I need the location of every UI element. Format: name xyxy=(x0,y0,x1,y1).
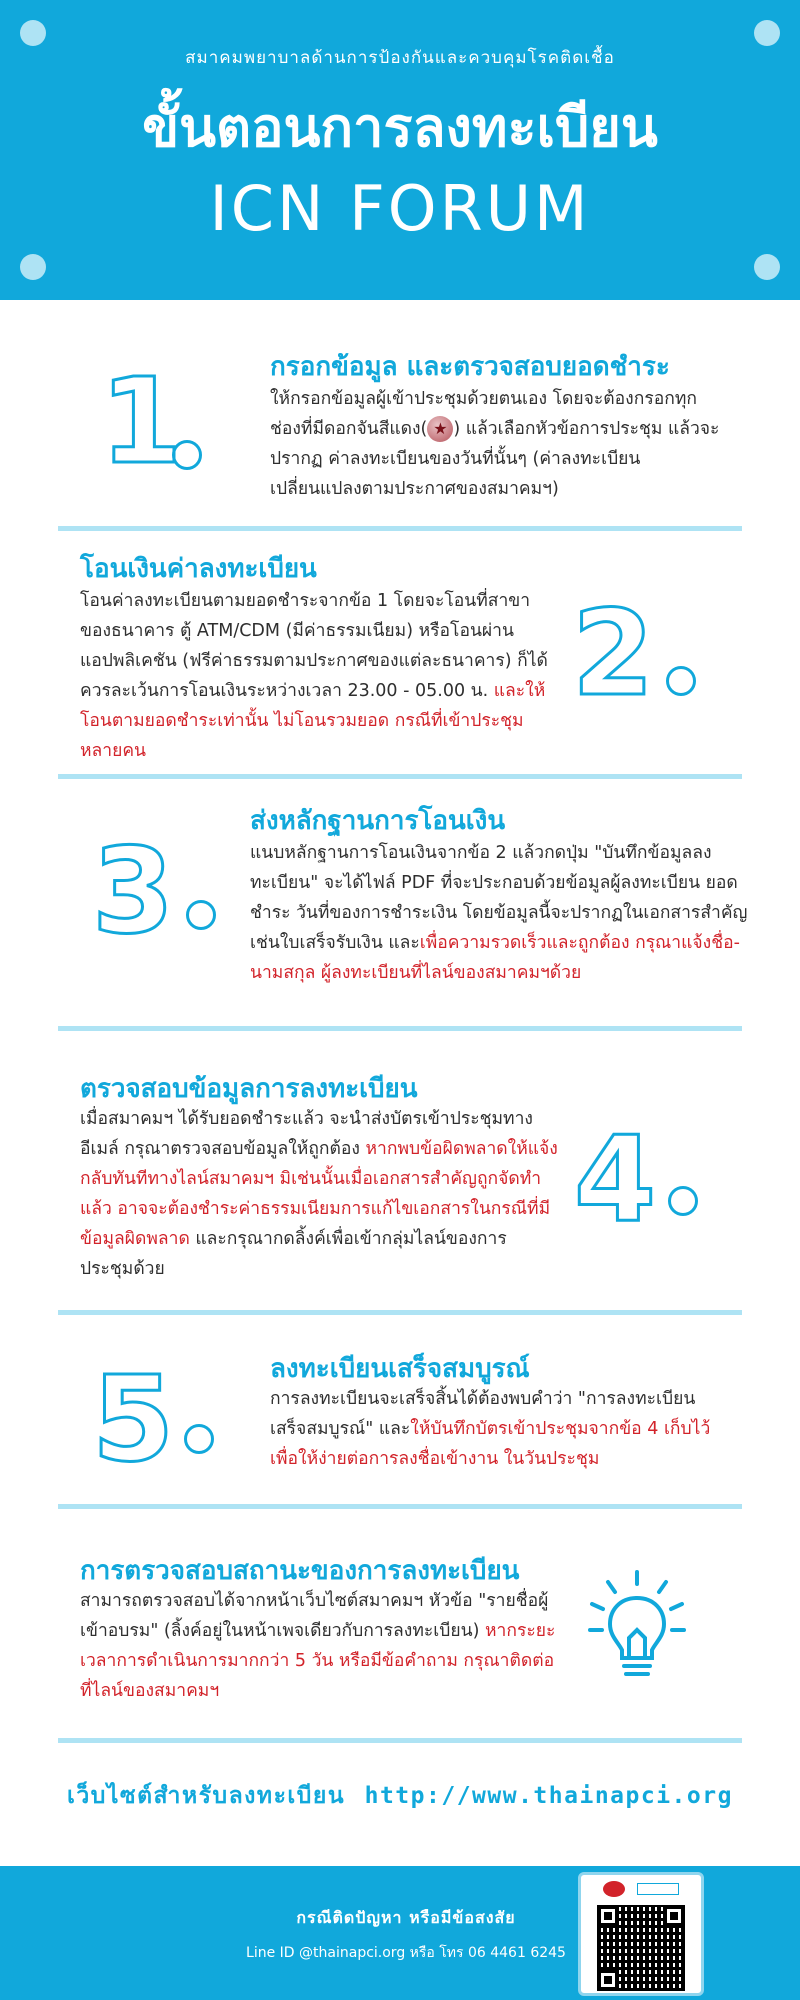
decor-dot xyxy=(754,20,780,46)
page-title-thai: ขั้นตอนการลงทะเบียน xyxy=(142,96,658,159)
red-asterisk-star-icon: ★ xyxy=(427,416,453,442)
step-number-3: 3 xyxy=(92,822,175,960)
header-banner xyxy=(0,0,800,300)
qr-code-icon[interactable] xyxy=(597,1905,685,1991)
section-divider xyxy=(58,1504,742,1509)
contact-title: กรณีติดปัญหา หรือมีข้อสงสัย xyxy=(296,1908,516,1927)
website-line xyxy=(0,1778,800,1814)
step-title: ตรวจสอบข้อมูลการลงทะเบียน xyxy=(80,1074,418,1104)
contact-info: Line ID @thainapci.org หรือ โทร 06 4461 6245 xyxy=(246,1945,566,1961)
step-description: โอนค่าลงทะเบียนตามยอดชำระจากข้อ 1 โดยจะโอนที่สาขาของธนาคาร ตู้ ATM/CDM (มีค่าธรรมเนียม) หรือโอนผ่านแอปพลิเคชัน (ฟรีค่าธรรมตามประกาศของแต่ละธนาคาร) ก็ได้ ควรละเว้นการโอนเงินระหว่างเวลา 23.00 - 05.00 น. และให้โอนตามยอดชำระเท่านั้น ไม่โอนรวมยอด กรณีที่เข้าประชุมหลายคน xyxy=(80,591,548,761)
decor-dot xyxy=(20,254,46,280)
step-description: แนบหลักฐานการโอนเงินจากข้อ 2 แล้วกดปุ่ม "บันทึกข้อมูลลงทะเบียน" จะได้ไฟล์ PDF ที่จะประกอบด้วยข้อมูลผู้ลงทะเบียน ยอดชำระ วันที่ของการชำระเงิน โดยข้อมูลนี้จะปรากฏในเอกสารสำคัญเช่นใบเสร็จรับเงิน และเพื่อความรวดเร็วและถูกต้อง กรุณาแจ้งชื่อ-นามสกุล ผู้ลงทะเบียนที่ไลน์ของสมาคมฯด้วย xyxy=(250,843,748,983)
qr-finder-icon xyxy=(597,1905,619,1927)
step-title: ลงทะเบียนเสร็จสมบูรณ์ xyxy=(270,1354,530,1384)
step-title: ส่งหลักฐานการโอนเงิน xyxy=(250,806,506,836)
step-number-2: 2 xyxy=(572,584,655,722)
qr-code-card[interactable] xyxy=(578,1872,704,1996)
decor-dot xyxy=(20,20,46,46)
association-logo-icon xyxy=(603,1881,625,1897)
step-title: กรอกข้อมูล และตรวจสอบยอดชำระ xyxy=(270,352,670,382)
line-tag-icon xyxy=(637,1883,679,1895)
step-number-1: 1 xyxy=(100,352,183,490)
status-check-title: การตรวจสอบสถานะของการลงทะเบียน xyxy=(80,1556,520,1586)
step-number-dot xyxy=(668,1186,698,1216)
step-description: เมื่อสมาคมฯ ได้รับยอดชำระแล้ว จะนำส่งบัตรเข้าประชุมทางอีเมล์ กรุณาตรวจสอบข้อมูลให้ถูกต้อง หากพบข้อผิดพลาดให้แจ้งกลับทันทีทางไลน์สมาคมฯ มิเช่นนั้นเมื่อเอกสารสำคัญถูกจัดทำแล้ว อาจจะต้องชำระค่าธรรมเนียมการแก้ไขเอกสารในกรณีที่มีข้อมูลผิดพลาด และกรุณากดลิ้งค์เพื่อเข้ากลุ่มไลน์ของการประชุมด้วย xyxy=(80,1109,558,1279)
step-number-4: 4 xyxy=(574,1110,657,1248)
step-number-dot xyxy=(186,900,216,930)
step-number-dot xyxy=(172,440,202,470)
section-divider xyxy=(58,774,742,779)
lightbulb-icon xyxy=(586,1568,688,1686)
section-divider xyxy=(58,1310,742,1315)
step-description: การลงทะเบียนจะเสร็จสิ้นได้ต้องพบคำว่า "การลงทะเบียนเสร็จสมบูรณ์" และให้บันทึกบัตรเข้าประชุมจากข้อ 4 เก็บไว้เพื่อให้ง่ายต่อการลงชื่อเข้างาน ในวันประชุม xyxy=(270,1389,711,1469)
page-title-english: ICN FORUM xyxy=(209,172,591,245)
section-divider xyxy=(58,1026,742,1031)
step-number-5: 5 xyxy=(92,1350,175,1488)
website-label: เว็บไซต์สำหรับลงทะเบียน xyxy=(67,1783,346,1809)
organization-name: สมาคมพยาบาลด้านการป้องกันและควบคุมโรคติดเชื้อ xyxy=(185,48,615,68)
qr-finder-icon xyxy=(663,1905,685,1927)
decor-dot xyxy=(754,254,780,280)
step-number-dot xyxy=(184,1424,214,1454)
step-title: โอนเงินค่าลงทะเบียน xyxy=(80,554,317,584)
section-divider xyxy=(58,526,742,531)
status-check-description: สามารถตรวจสอบได้จากหน้าเว็บไซต์สมาคมฯ หัวข้อ "รายชื่อผู้เข้าอบรม" (ลิ้งค์อยู่ในหน้าเพจเดียวกับการลงทะเบียน) หากระยะเวลาการดำเนินการมากกว่า 5 วัน หรือมีข้อคำถาม กรุณาติดต่อที่ไลน์ของสมาคมฯ xyxy=(80,1591,556,1701)
step-description: ให้กรอกข้อมูลผู้เข้าประชุมด้วยตนเอง โดยจะต้องกรอกทุกช่องที่มีดอกจันสีแดง( ★ ) แล้วเลือกหัวข้อการประชุม แล้วจะปรากฏ ค่าลงทะเบียนของวันที่นั้นๆ (ค่าลงทะเบียนเปลี่ยนแปลงตามประกาศของสมาคมฯ) xyxy=(270,389,720,499)
website-link[interactable]: http://www.thainapci.org xyxy=(364,1783,733,1809)
footer-banner xyxy=(0,1866,800,2000)
step-number-dot xyxy=(666,666,696,696)
qr-finder-icon xyxy=(597,1969,619,1991)
section-divider xyxy=(58,1738,742,1743)
